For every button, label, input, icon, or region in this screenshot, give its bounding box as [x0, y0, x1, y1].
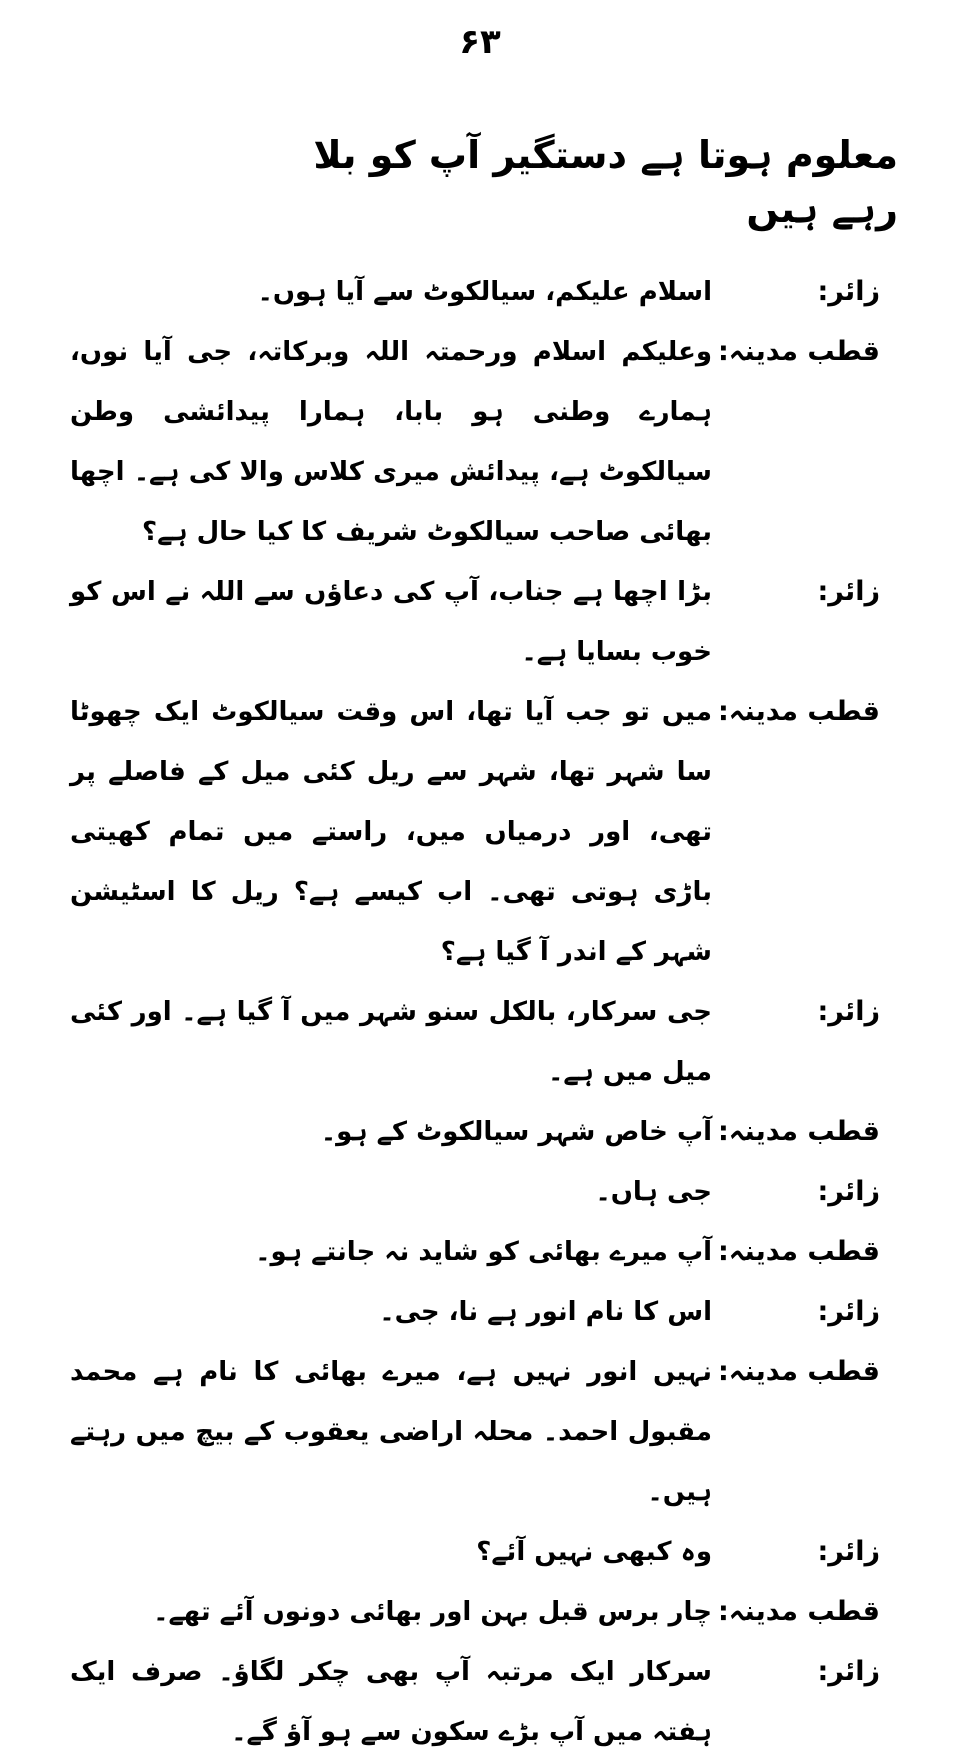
speaker-label: زائر:: [817, 1536, 880, 1567]
speaker-label: قطب مدینہ:: [717, 1116, 880, 1147]
speech-text: اسلام علیکم، سیالکوٹ سے آیا ہوں۔: [257, 277, 712, 307]
page-number: ۶۳: [459, 22, 501, 62]
speaker-label: قطب مدینہ:: [717, 696, 880, 727]
dialogue-entry: [70, 1522, 880, 1582]
dialogue-entry: [70, 682, 880, 982]
speaker-label: قطب مدینہ:: [717, 1596, 880, 1627]
dialogue-entry: [70, 262, 880, 322]
speaker-label: زائر:: [817, 1296, 880, 1327]
speaker-label: زائر:: [817, 996, 880, 1027]
dialogue-entry: [70, 1582, 880, 1642]
dialogue-entry: [70, 1282, 880, 1342]
dialogue-entry: [70, 1642, 880, 1762]
speaker-label: قطب مدینہ:: [717, 1236, 880, 1267]
speech-text: وعلیکم اسلام ورحمتہ اللہ وبرکاتہ، جی آیا نوں، ہمارے وطنی ہو بابا، ہمارا پیدائشی وطن سیالکوٹ ہے، پیدائش میری کلاس والا کی ہے۔ اچھا بھائی صاحب سیالکوٹ شریف کا کیا حال ہے؟: [70, 337, 712, 547]
speaker-label: قطب مدینہ:: [717, 336, 880, 367]
chapter-title: معلوم ہوتا ہے دستگیر آپ کو بلا رہے ہیں: [313, 133, 898, 231]
dialogue-entry: [70, 322, 880, 562]
speech-text: آپ میرے بھائی کو شاید نہ جانتے ہو۔: [255, 1237, 712, 1267]
speech-text: نہیں انور نہیں ہے، میرے بھائی کا نام ہے محمد مقبول احمد۔ محلہ اراضی یعقوب کے بیچ میں رہتے ہیں۔: [70, 1357, 712, 1507]
speaker-label: زائر:: [817, 276, 880, 307]
dialogue-list: [70, 262, 880, 1762]
speech-text: اس کا نام انور ہے نا، جی۔: [379, 1297, 712, 1327]
speech-text: آپ خاص شہر سیالکوٹ کے ہو۔: [320, 1117, 712, 1147]
dialogue-entry: [70, 562, 880, 682]
speech-text: چار برس قبل بہن اور بھائی دونوں آئے تھے۔: [153, 1597, 712, 1627]
speech-text: بڑا اچھا ہے جناب، آپ کی دعاؤں سے اللہ نے اس کو خوب بسایا ہے۔: [70, 577, 712, 667]
dialogue-entry: [70, 982, 880, 1102]
speech-text: سرکار ایک مرتبہ آپ بھی چکر لگاؤ۔ صرف ایک ہفتہ میں آپ بڑے سکون سے ہو آؤ گے۔: [70, 1657, 712, 1747]
speech-text: جی ہاں۔: [595, 1177, 712, 1207]
dialogue-entry: [70, 1162, 880, 1222]
dialogue-entry: [70, 1222, 880, 1282]
speaker-label: زائر:: [817, 576, 880, 607]
dialogue-entry: [70, 1102, 880, 1162]
speech-text: وہ کبھی نہیں آئے؟: [476, 1537, 712, 1567]
speech-text: جی سرکار، بالکل سنو شہر میں آ گیا ہے۔ اور کئی میل میں ہے۔: [70, 997, 712, 1087]
speaker-label: زائر:: [817, 1656, 880, 1687]
speaker-label: قطب مدینہ:: [717, 1356, 880, 1387]
speaker-label: زائر:: [817, 1176, 880, 1207]
speech-text: میں تو جب آیا تھا، اس وقت سیالکوٹ ایک چھوٹا سا شہر تھا، شہر سے ریل کئی میل کے فاصلے پر تھی، اور درمیاں میں، راستے میں تمام کھیتی باڑی ہوتی تھی۔ اب کیسے ہے؟ ریل کا اسٹیشن شہر کے اندر آ گیا ہے؟: [70, 697, 712, 967]
dialogue-entry: [70, 1342, 880, 1522]
